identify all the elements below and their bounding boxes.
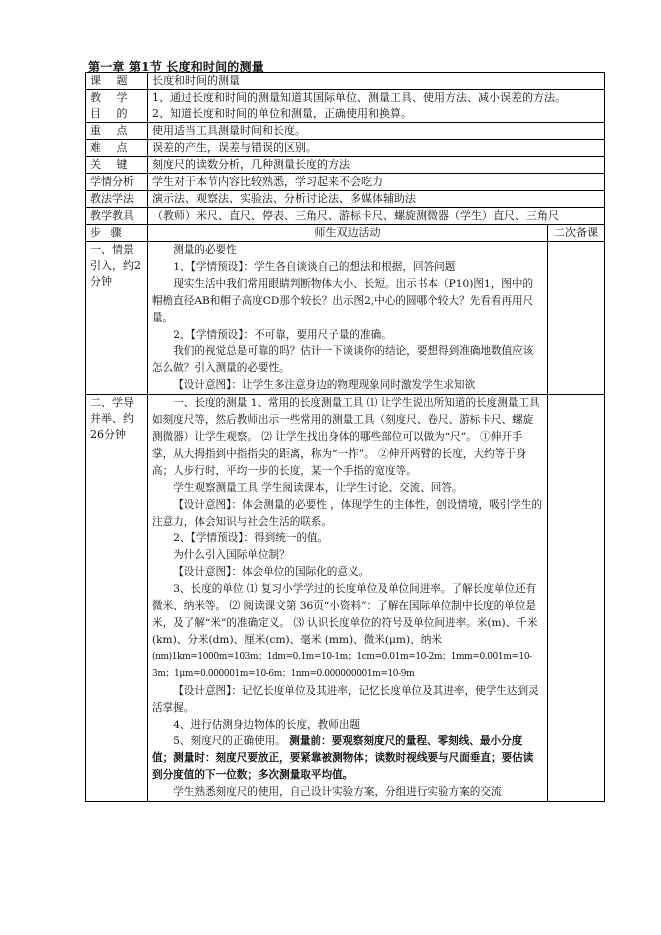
methods-value: 演示法、观察法、实验法、分析讨论法、多媒体辅助法 <box>148 191 605 208</box>
step-2-para: 【设计意图】：记忆长度单位及其进率，记忆长度单位及其进率，使学生达到灵活掌握。 <box>152 684 539 714</box>
goals-row <box>86 90 605 123</box>
tools-label: 教学教具 <box>86 208 148 225</box>
step-1-para: 我们的视觉总是可靠的吗？估计一下谈谈你的结论，要想得到准确地数值应该怎么做？引入测量的必要性。 <box>152 345 534 375</box>
header-row <box>86 225 605 242</box>
step-1-para: 【设计意图】：让学生多注意身边的物理现象同时激发学生求知欲 <box>173 379 476 392</box>
step-1-para: 测量的必要性 <box>173 244 237 256</box>
step-2-para: 【设计意图】：体会测量的必要性 ，体现学生的主体性，创设情境，吸引学生的注意力，体会知识与社会生活的联系。 <box>152 498 543 528</box>
difficult-point-row <box>86 140 605 157</box>
step-2-row <box>86 395 605 802</box>
step-2-para <box>152 733 543 784</box>
tools-row <box>86 208 605 225</box>
step-2-para: 学生熟悉刻度尺的使用，自己设计实验方案，分组进行实验方案的交流 <box>173 786 502 799</box>
topic-row <box>86 73 605 90</box>
ruler-usage-intro: 5、刻度尺的正确使用。 <box>173 735 286 748</box>
methods-label: 教法学法 <box>86 191 148 208</box>
student-analysis-row <box>86 174 605 191</box>
step-1-label: 一、情景引入，约2分钟 <box>86 242 148 395</box>
difficult-point-label: 难 点 <box>86 140 148 157</box>
student-analysis-value: 学生对于本节内容比较熟悉，学习起来不会吃力 <box>148 174 605 191</box>
step-2-label: 二、学导并举、约26分钟 <box>86 395 148 802</box>
document-title: 第一章 第1节 长度和时间的测量 <box>88 60 264 74</box>
methods-row <box>86 191 605 208</box>
step-1-para: 1、【学情预设】：学生各自谈谈自己的想法和根据，回答问题 <box>173 260 456 273</box>
crux-value: 刻度尺的读数分析，几种测量长度的方法 <box>148 157 605 174</box>
step-2-para: 为什么引入国际单位制？ <box>173 549 290 562</box>
step-2-para: 一、长度的测量 1、常用的长度测量工具 ⑴ 让学生说出所知道的长度测量工具如刻度尺等，然后教师出示一些常用的测量工具（刻度尺、卷尺、游标卡尺、螺旋测微器）让学生观察。 ⑵ 让学生找出身体的哪些部位可以做为“尺”。 ①伸开手掌，从大拇指到中指指尖的距离，称为“一拃”。 ②伸开两臂的长度，大约等于身高；人步行时，平均一步的长度，某一个手指的宽度等。 <box>152 397 540 477</box>
topic-value: 长度和时间的测量 <box>148 73 605 90</box>
step-2-para: 3、长度的单位 ⑴ 复习小学学过的长度单位及单位间进率。了解长度单位还有微米、纳米等。 ⑵ 阅读课文第 36页“小资料”：了解在国际单位制中长度的单位是米，及了解“米”的准确定义。 ⑶ 认识长度单位的符号及单位间进率。米(m)、千米(km)、分米(dm)、厘米(cm)、毫米 (mm)、微米(μm)、纳米 <box>152 583 538 646</box>
step-2-para: 2、【学情预设】：得到统一的值。 <box>173 532 329 545</box>
step-2-para: 学生观察测量工具 学生阅读课本，让学生讨论、交流、回答。 <box>173 481 463 494</box>
step-1-row <box>86 242 605 395</box>
topic-label: 课 题 <box>86 73 148 90</box>
step-2-para: 4、进行估测身边物体的长度，教师出题 <box>173 718 361 731</box>
difficult-point-value: 误差的产生，误差与错误的区别。 <box>148 140 605 157</box>
student-analysis-label: 学情分析 <box>86 174 148 191</box>
key-point-label: 重 点 <box>86 123 148 140</box>
goals-label <box>86 90 148 123</box>
crux-label: 关 键 <box>86 157 148 174</box>
key-point-value: 使用适当工具测量时间和长度。 <box>148 123 605 140</box>
step-2-notes <box>548 395 605 802</box>
step-1-para: 现实生活中我们常用眼睛判断物体大小、长短。出示书本（P10)图1，图中的帽檐直径AB和帽子高度CD那个较长？出示图2,中心的圆哪个较大？先看看再用尺量。 <box>152 277 534 324</box>
step-2-para: 【设计意图】：体会单位的国际化的意义。 <box>173 566 370 579</box>
notes-header: 二次备课 <box>548 225 605 242</box>
goal-1: 1、通过长度和时间的测量知道其国际单位、测量工具、使用方法、减小误差的方法。 <box>152 91 566 104</box>
key-point-row <box>86 123 605 140</box>
goals-value <box>148 90 605 123</box>
tools-value: （教师）米尺、直尺、停表、三角尺、游标卡尺、螺旋测微器（学生）直尺、三角尺 <box>148 208 605 225</box>
step-1-content <box>148 242 548 395</box>
unit-conversion-line: (nm)1km=1000m=103m；1dm=0.1m=10-1m；1cm=0.01m=10-2m；1mm=0.001m=10-3m；1μm=0.000001m=10-6m；1nm=0.000000001m=10-9m <box>152 651 532 679</box>
step-1-notes <box>548 242 605 395</box>
steps-header: 步 骤 <box>86 225 148 242</box>
activity-header: 师生双边活动 <box>148 225 548 242</box>
lesson-plan-table <box>85 72 605 802</box>
goals-label-b: 目 的 <box>90 107 134 120</box>
step-2-content <box>148 395 548 802</box>
step-1-para: 2、【学情预设】：不可靠，要用尺子量的准确。 <box>173 328 392 341</box>
crux-row <box>86 157 605 174</box>
goals-label-a: 教 学 <box>90 91 134 104</box>
goal-2: 2、知道长度和时间的单位和测量，正确使用和换算。 <box>152 107 412 120</box>
ruler-usage-rules: 测量前：要观察刻度尺的量程、零刻线、最小分度值；测量时：刻度尺要放正，要紧靠被测物体；读数时视线要与尺面垂直；要估读到分度值的下一位数；多次测量取平均值。 <box>152 735 534 782</box>
